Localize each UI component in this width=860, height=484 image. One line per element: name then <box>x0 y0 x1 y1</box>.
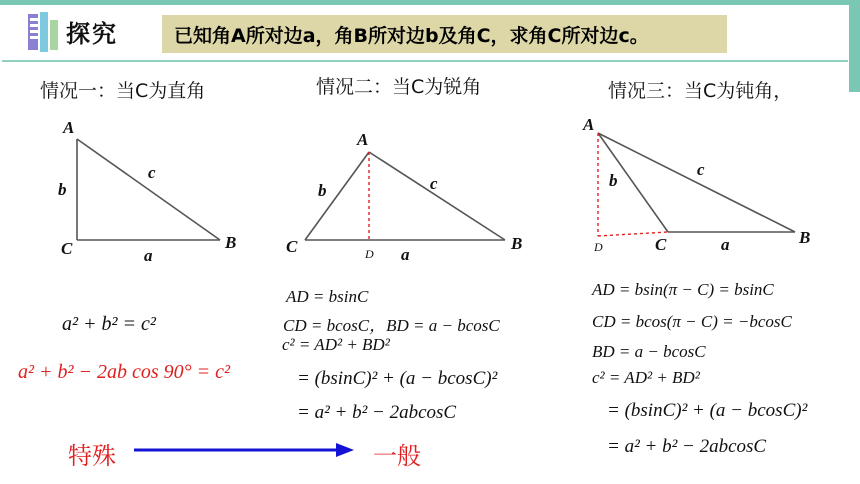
problem-statement: 已知角A所对边a，角B所对边b及角C，求角C所对边c。 <box>174 24 649 47</box>
t3-label-C: C <box>655 235 667 254</box>
t1-label-C: C <box>61 239 73 258</box>
t1-label-B: B <box>225 233 237 252</box>
t2-label-a: a <box>401 245 410 264</box>
t3-label-A: A <box>583 115 595 134</box>
case3-line2: CD = bcos(π − C) = −bcosC <box>592 312 792 331</box>
case1-cosine-law: a² + b² − 2ab cos 90° = c² <box>18 361 231 383</box>
t3-label-c: c <box>697 160 705 179</box>
t1-label-A: A <box>63 118 75 137</box>
t2-label-b: b <box>318 181 327 200</box>
case2-line4: = (bsinC)² + (a − bcosC)² <box>297 368 498 389</box>
special-label: 特殊 <box>68 442 116 470</box>
t2-label-D: D <box>365 247 374 261</box>
page-title: 探究 <box>66 20 118 48</box>
case1-title: 情况一：当C为直角 <box>40 80 206 102</box>
case2-line2: CD = bcosC，BD = a − bcosC <box>283 316 500 335</box>
case3-line1: AD = bsin(π − C) = bsinC <box>592 280 774 299</box>
right-arrow-icon <box>130 438 360 462</box>
triangle-obtuse <box>598 133 795 232</box>
general-label: 一般 <box>373 442 421 470</box>
triangle-right <box>77 139 220 240</box>
t2-label-c: c <box>430 174 438 193</box>
case3-line3: BD = a − bcosC <box>592 342 706 361</box>
t1-label-c: c <box>148 163 156 182</box>
case2-line1: AD = bsinC <box>286 287 369 306</box>
case3-title: 情况三：当C为钝角， <box>608 80 793 102</box>
t3-label-D: D <box>594 240 603 254</box>
triangle-acute <box>305 152 505 240</box>
case3-line4: c² = AD² + BD² <box>592 368 700 387</box>
t3-label-b: b <box>609 171 618 190</box>
case2-line3: c² = AD² + BD² <box>282 335 390 354</box>
t3-label-a: a <box>721 235 730 254</box>
t1-label-a: a <box>144 246 153 265</box>
t2-label-A: A <box>357 130 369 149</box>
case3-line6: = a² + b² − 2abcosC <box>607 436 767 457</box>
t3-label-B: B <box>799 228 811 247</box>
t2-label-B: B <box>511 234 523 253</box>
case1-pythagorean: a² + b² = c² <box>62 313 156 335</box>
case2-line5: = a² + b² − 2abcosC <box>297 402 457 423</box>
t2-label-C: C <box>286 237 298 256</box>
case3-line5: = (bsinC)² + (a − bcosC)² <box>607 400 808 421</box>
t1-label-b: b <box>58 180 67 199</box>
case2-title: 情况二：当C为锐角 <box>316 76 482 98</box>
